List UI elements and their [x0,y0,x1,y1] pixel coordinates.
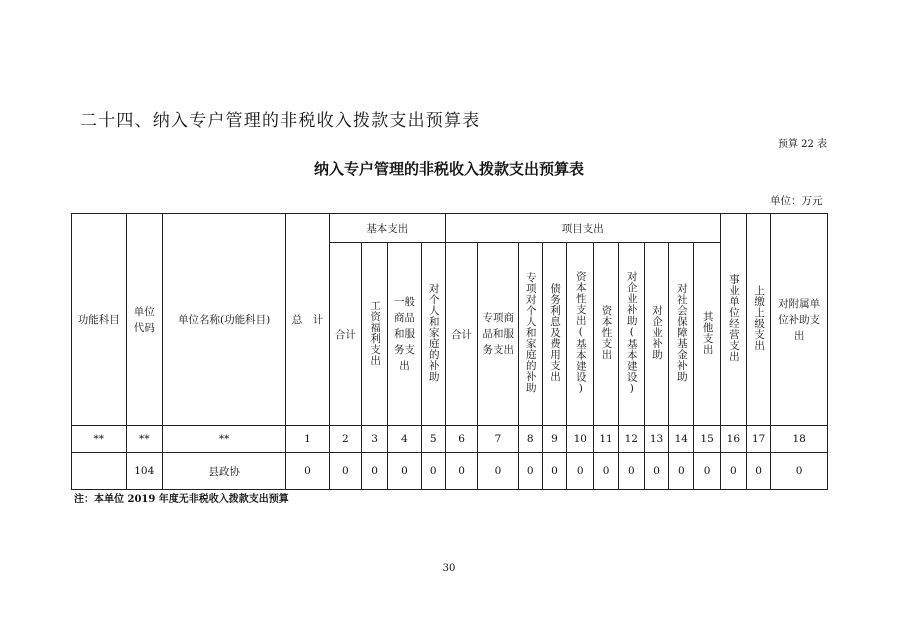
index-cell: 5 [421,426,445,453]
footnote: 注：本单位 2019 年度无非税收入拨款支出预算 [74,494,289,505]
index-cell: 4 [388,426,421,453]
index-cell: ** [126,426,162,453]
index-cell: 2 [329,426,361,453]
index-cell: 16 [720,426,746,453]
header-func-subject: 功能科目 [72,214,127,426]
header-enterprise: 对企业补助 [644,243,668,426]
header-subsidy-individual: 对个人和家庭的补助 [421,243,445,426]
value-cell: 0 [286,453,329,490]
budget-table [71,213,828,490]
index-cell: 12 [618,426,644,453]
header-debt-interest: 债务利息及费用支出 [542,243,566,426]
table-title: 纳入专户管理的非税收入拨款支出预算表 [313,160,584,178]
value-cell: 0 [478,453,518,490]
index-cell: 14 [669,426,694,453]
value-cell: 0 [669,453,694,490]
value-cell: 0 [644,453,668,490]
index-cell: 13 [644,426,668,453]
header-capital-basic: 资本性支出(基本建设) [567,243,594,426]
index-cell: 3 [362,426,388,453]
index-cell: 1 [286,426,329,453]
index-cell: ** [72,426,127,453]
header-goods: 一般商品和服务支出 [388,243,421,426]
value-cell: 0 [445,453,477,490]
unit-label: 单位：万元 [770,195,823,207]
value-cell: 0 [694,453,720,490]
header-special-subsidy: 专项对个人和家庭的补助 [518,243,542,426]
index-cell: 17 [747,426,771,453]
header-wages: 工资福利支出 [362,243,388,426]
header-social-security: 对社会保障基金补助 [669,243,694,426]
index-cell: 8 [518,426,542,453]
header-enterprise-basic: 对企业补助(基本建设) [618,243,644,426]
value-cell: 0 [421,453,445,490]
page-number: 30 [442,563,456,574]
index-cell: 15 [694,426,720,453]
header-total: 总 计 [286,214,329,426]
index-cell: 7 [478,426,518,453]
form-number: 预算 22 表 [778,139,828,150]
index-cell: 10 [567,426,594,453]
header-other: 其他支出 [694,243,720,426]
header-basic-total: 合计 [329,243,361,426]
value-cell: 0 [329,453,361,490]
table-row [72,453,828,490]
value-cell: 0 [362,453,388,490]
index-cell: 18 [771,426,828,453]
header-unit-name: 单位名称(功能科目) [162,214,285,426]
value-cell: 0 [747,453,771,490]
value-cell: 0 [388,453,421,490]
index-cell: 11 [594,426,618,453]
header-affiliate: 对附属单位补助支出 [771,214,828,426]
unit-name-cell: 县政协 [162,453,285,490]
value-cell: 0 [542,453,566,490]
header-project: 项目支出 [445,214,720,243]
unit-code-cell: 104 [126,453,162,490]
header-capital: 资本性支出 [594,243,618,426]
header-remit-up: 上缴上级支出 [747,214,771,426]
header-basic: 基本支出 [329,214,445,243]
header-project-total: 合计 [445,243,477,426]
value-cell: 0 [720,453,746,490]
index-cell: 6 [445,426,477,453]
header-unit-code: 单位代码 [126,214,162,426]
index-row [72,426,828,453]
index-cell: ** [162,426,285,453]
section-title: 二十四、纳入专户管理的非税收入拨款支出预算表 [80,111,481,131]
value-cell: 0 [594,453,618,490]
value-cell: 0 [518,453,542,490]
index-cell: 9 [542,426,566,453]
value-cell: 0 [567,453,594,490]
header-operation: 事业单位经营支出 [720,214,746,426]
value-cell: 0 [618,453,644,490]
func-subject-cell [72,453,127,490]
value-cell: 0 [771,453,828,490]
header-special-goods: 专项商品和服务支出 [478,243,518,426]
